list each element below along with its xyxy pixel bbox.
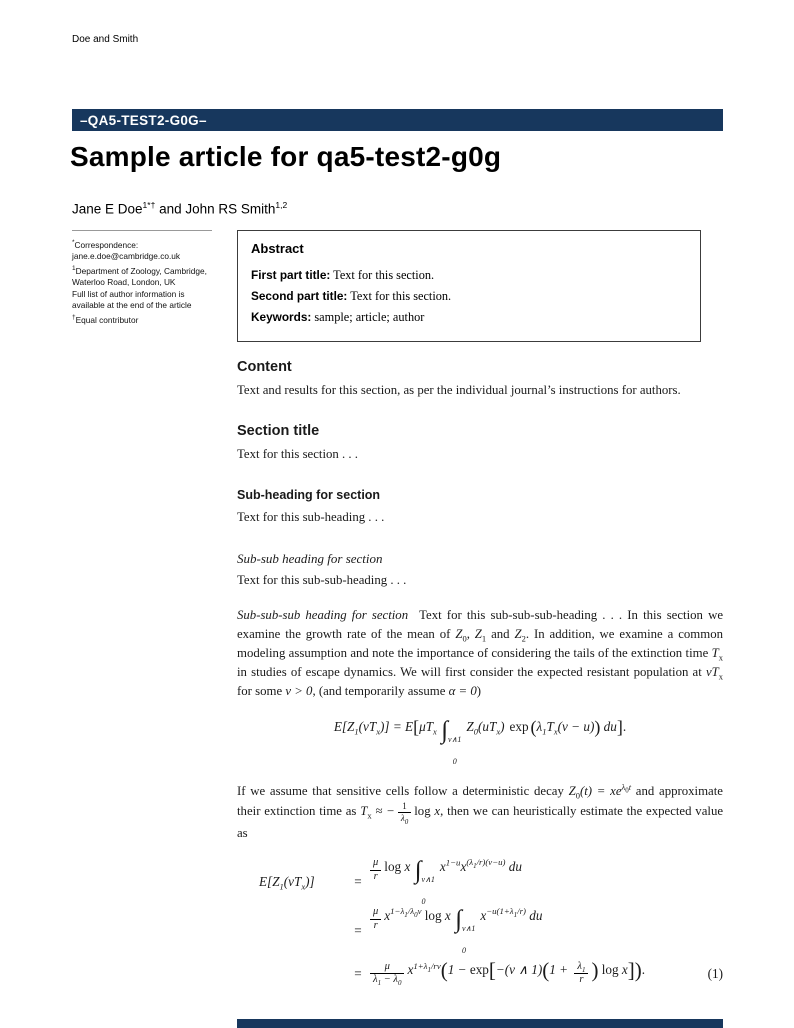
- equation-row-3: = $\frac{\mu}{\lambda_1 - \lambda_0}$ $x^{1+\lambda_1/rv}(1 - \exp[-(v$ ∧ 1)(1 + $\frac{\lambda_1}{r}$ ) log x]). (1): [354, 958, 723, 988]
- journal-banner: [72, 109, 723, 131]
- author-info-note: Full list of author information is available at the end of the article: [72, 288, 192, 311]
- subsubsubheading-runin: Sub-sub-sub heading for section: [237, 608, 409, 622]
- section-heading-title: Section title: [237, 423, 320, 439]
- running-head: Doe and Smith: [72, 34, 139, 45]
- subsubsub-paragraph: Sub-sub-sub heading for section Text for this sub-sub-sub-heading . . . In this section we examine the growth rate of the mean of $Z_0$, $Z_1$ and $Z_2$. In addition, we examine a common modeling assumption and note the importance of considering the tails of the extinction time $T_x$ in studies of escape dynamics. We will first consider the expected resistant population at $vT_x$ for some v > 0, (and temporarily assume α = 0): [237, 608, 724, 698]
- author-1: Jane E Doe: [72, 201, 143, 217]
- author-2: John RS Smith: [185, 201, 276, 217]
- abstract-first-part: First part title: Text for this section.: [251, 268, 435, 282]
- equation-row-1: $E[Z_1(vT_x)]$ = $\frac{\mu}{r}$ log x ∫ v∧1 0 $x^{1-u}x^{(\lambda_1/r)(v-u)}$ du: [259, 856, 522, 906]
- abstract-second-part: Second part title: Text for this section.: [251, 289, 452, 303]
- equation-number: (1): [707, 966, 723, 982]
- estimate-paragraph: If we assume that sensitive cells follow a deterministic decay $Z_0(t) = xe^{\lambda_0t}$ and approximate their extinction time as $T_x$ ≈ − $\frac{1}{\lambda_0}$ log x, then we can heuristically estimate the expected value as: [237, 781, 724, 840]
- section-heading-content: Content: [237, 359, 292, 375]
- section-paragraph: Text for this section . . .: [237, 447, 359, 461]
- journal-banner-text: –QA5-TEST2-G0G–: [80, 112, 207, 128]
- equal-contributor-note: †Equal contributor: [72, 313, 139, 325]
- equation-row-2: = $\frac{\mu}{r}$ $x^{1-\lambda_1/\lambda_0v}$ log x ∫ v∧1 0 $x^{-u(1+\lambda_1/r)}$ du: [354, 905, 543, 955]
- affiliation-note: $^1$Department of Zoology, Cambridge, Waterloo Road, London, UK: [72, 264, 207, 288]
- author-1-affiliation-marks: 1*†: [142, 200, 156, 210]
- subsubheading-paragraph: Text for this sub-sub-heading . . .: [237, 573, 407, 587]
- subsubheading: Sub-sub heading for section: [237, 551, 383, 566]
- correspondence-block: [72, 230, 212, 326]
- equation-array: [237, 857, 723, 993]
- inline-fraction: $\frac{1}{\lambda_0}$: [398, 801, 411, 824]
- abstract-heading: Abstract: [251, 241, 304, 256]
- article-body: [237, 358, 723, 993]
- author-2-affiliation-marks: 1,2: [275, 200, 288, 210]
- correspondence-email[interactable]: jane.e.doe@cambridge.co.uk: [72, 251, 181, 262]
- authors-line: [72, 200, 287, 217]
- abstract-box: [237, 230, 701, 342]
- subheading: Sub-heading for section: [237, 488, 381, 502]
- content-paragraph: Text and results for this section, as per the individual journal’s instructions for authors.: [237, 383, 681, 397]
- correspondence-label: *Correspondence:: [72, 239, 139, 250]
- abstract-keywords: Keywords: sample; article; author: [251, 310, 425, 324]
- authors-joiner: and: [155, 201, 186, 217]
- display-equation: $E[Z_1(vT_x)] = E[\mu T_x$ ∫ v∧1 0 $Z_0(uT_x)$ $\exp (\lambda_1T_x(v - u))$ du].: [333, 717, 627, 766]
- footer-banner: [237, 1019, 723, 1028]
- subheading-paragraph: Text for this sub-heading . . .: [237, 510, 385, 524]
- article-title: Sample article for qa5-test2-g0g: [70, 141, 502, 172]
